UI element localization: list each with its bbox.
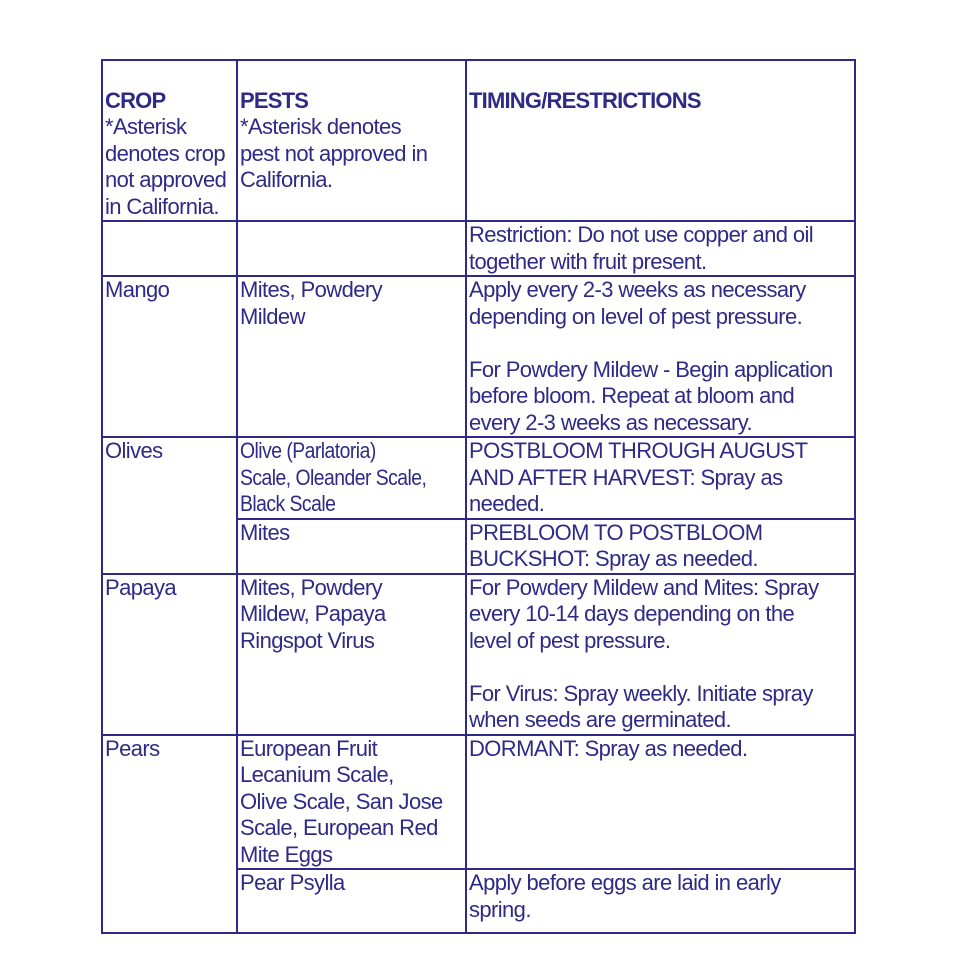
crop-cell: Pears <box>102 735 237 934</box>
timing-cell: Apply every 2-3 weeks as necessary depending on level of pest pressure. For Powdery Mildew - Begin application before bloom. Repeat at bloom and every 2-3 weeks as necessary. <box>466 276 855 437</box>
crop-pest-timing-table <box>101 59 856 934</box>
crop-cell <box>102 221 237 276</box>
crop-header-note: *Asterisk denotes crop not approved in California. <box>105 114 227 219</box>
timing-cell: PREBLOOM TO POSTBLOOM BUCKSHOT: Spray as needed. <box>466 519 855 574</box>
pests-cell <box>237 437 466 519</box>
crop-header-cell <box>102 60 237 221</box>
pests-cell: Pear Psylla <box>237 869 466 933</box>
pests-cell: Mites <box>237 519 466 574</box>
timing-cell: Restriction: Do not use copper and oil together with fruit present. <box>466 221 855 276</box>
pests-cell: European Fruit Lecanium Scale, Olive Scale, San Jose Scale, European Red Mite Eggs <box>237 735 466 870</box>
header-row <box>102 60 855 221</box>
pests-header-title: PESTS <box>240 87 309 113</box>
pests-cell: Mites, Powdery Mildew, Papaya Ringspot Virus <box>237 574 466 735</box>
timing-cell: For Powdery Mildew and Mites: Spray every 10-14 days depending on the level of pest pressure. For Virus: Spray weekly. Initiate spray when seeds are germinated. <box>466 574 855 735</box>
table-row <box>102 221 855 276</box>
timing-cell: Apply before eggs are laid in early spring. <box>466 869 855 933</box>
table-row <box>102 735 855 870</box>
pests-cell-text: Olive (Parlatoria) Scale, Oleander Scale, Black Scale <box>240 438 427 516</box>
pests-cell <box>237 221 466 276</box>
crop-cell: Papaya <box>102 574 237 735</box>
table-row <box>102 437 855 519</box>
table-row <box>102 276 855 437</box>
timing-header-cell <box>466 60 855 221</box>
crop-cell: Mango <box>102 276 237 437</box>
timing-cell: POSTBLOOM THROUGH AUGUST AND AFTER HARVEST: Spray as needed. <box>466 437 855 519</box>
timing-header-title: TIMING/RESTRICTIONS <box>469 87 701 113</box>
crop-cell: Olives <box>102 437 237 574</box>
pests-cell: Mites, Powdery Mildew <box>237 276 466 437</box>
pests-header-cell <box>237 60 466 221</box>
table-row <box>102 574 855 735</box>
timing-cell: DORMANT: Spray as needed. <box>466 735 855 870</box>
crop-header-title: CROP <box>105 87 166 113</box>
pests-header-note: *Asterisk denotes pest not approved in California. <box>240 114 428 192</box>
